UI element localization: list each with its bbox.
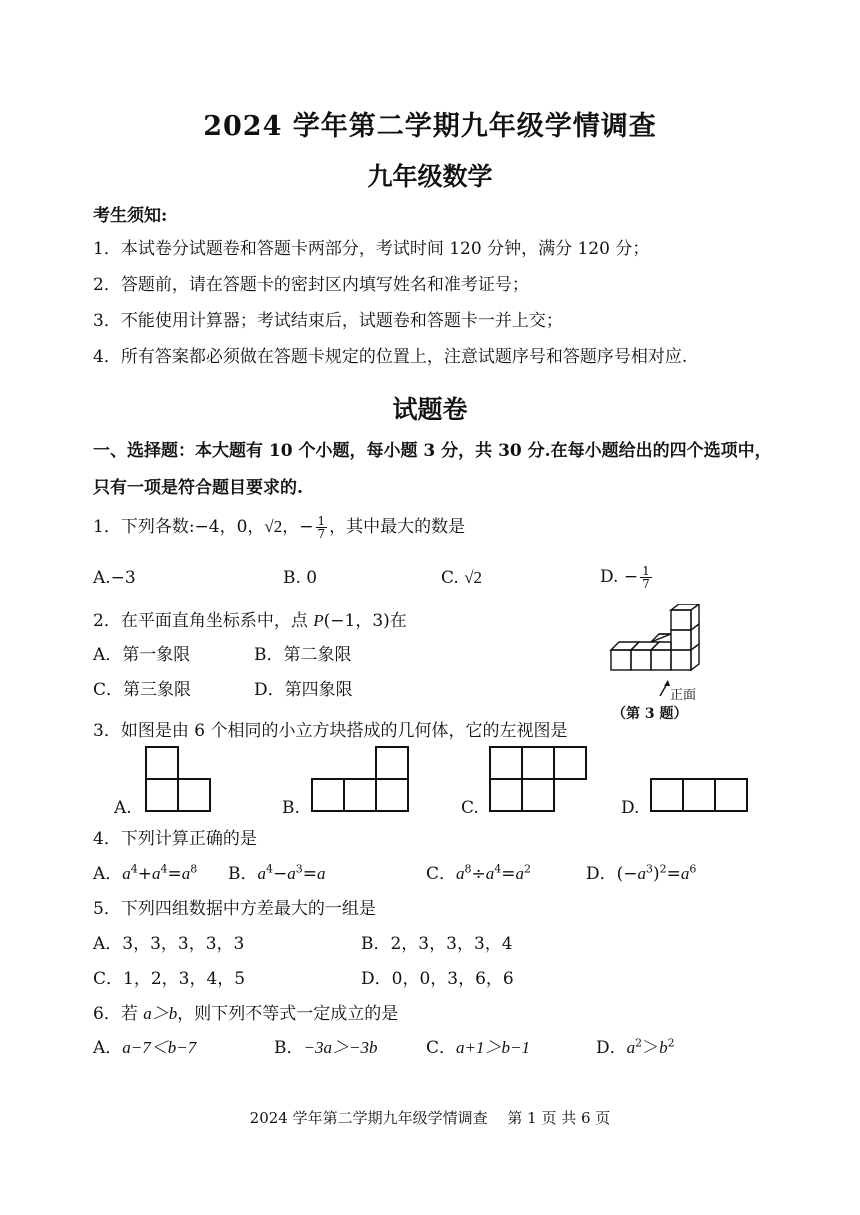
q1-option-c-label: C. xyxy=(441,568,459,588)
q2-option-d: D．第四象限 xyxy=(254,680,353,700)
q6-d-gt: ＞ xyxy=(642,1038,660,1058)
q1-option-d-den: 7 xyxy=(642,577,650,591)
q4-d-paren: ) xyxy=(653,864,660,884)
q1-frac-num: 1 xyxy=(317,514,326,528)
q4-b-label: B． xyxy=(228,864,258,884)
question-1-stem xyxy=(93,512,465,540)
q4-a-var3: a xyxy=(181,864,191,883)
notice-item-2: 2．答题前，请在答题卡的密封区内填写姓名和准考证号； xyxy=(93,275,529,295)
q4-b-eq: = xyxy=(302,864,317,884)
q1-option-d xyxy=(600,565,654,590)
q5-option-b: B．2，3，3，3，4 xyxy=(361,934,513,954)
q4-b-var1: a xyxy=(257,864,266,883)
page-footer: 2024 学年第二学期九年级学情调查 第 1 页 共 6 页 xyxy=(249,1109,611,1127)
notice-item-3: 3．不能使用计算器；考试结束后，试题卷和答题卡一并上交； xyxy=(93,311,563,331)
q2-option-c: C．第三象限 xyxy=(93,680,192,700)
exam-title: 2024 学年第二学期九年级学情调查 xyxy=(203,111,657,142)
q6-d-var-a: a xyxy=(626,1038,636,1057)
q4-option-d xyxy=(586,859,696,884)
q2-stem-post: (−1，3)在 xyxy=(323,611,407,631)
q3-option-d-shape xyxy=(650,778,748,812)
q6-a-label: A． xyxy=(93,1038,123,1058)
section-instruction-line-2: 只有一项是符合题目要求的. xyxy=(93,478,303,498)
q6-b-label: B． xyxy=(274,1038,304,1058)
q1-option-a: A.−3 xyxy=(93,568,136,588)
q6-d-var-b: b xyxy=(659,1038,668,1057)
q4-c-var3: a xyxy=(515,864,525,883)
q4-b-exp2: 3 xyxy=(295,862,303,876)
q4-c-op: ÷ xyxy=(471,864,486,884)
q1-option-d-fraction xyxy=(640,565,652,590)
q4-d-exp2: 2 xyxy=(659,862,667,876)
q4-a-eq: = xyxy=(167,864,182,884)
question-6-stem xyxy=(93,999,398,1024)
q3-option-b-shape xyxy=(311,746,409,812)
q1-sep: ，− xyxy=(282,517,314,537)
q6-option-c xyxy=(426,1033,530,1058)
q4-c-var1: a xyxy=(456,864,465,883)
subject-title: 九年级数学 xyxy=(367,162,493,191)
q4-option-a xyxy=(93,859,197,884)
q1-frac-den: 7 xyxy=(317,527,326,541)
q4-option-c xyxy=(426,859,531,884)
question-5-stem: 5．下列四组数据中方差最大的一组是 xyxy=(93,899,376,919)
q1-option-d-num: 1 xyxy=(642,564,650,578)
q4-b-var3: a xyxy=(317,864,326,883)
q4-b-exp1: 4 xyxy=(266,862,273,876)
q3-option-a-shape xyxy=(145,746,211,812)
q4-d-exp1: 3 xyxy=(646,862,654,876)
q5-option-a: A．3，3，3，3，3 xyxy=(93,934,245,954)
q4-d-eq: = xyxy=(666,864,681,884)
q4-option-b xyxy=(228,859,326,884)
q3-option-a-label: A. xyxy=(114,798,132,818)
q3-option-c-label: C. xyxy=(461,798,479,818)
q4-c-var2: a xyxy=(485,864,495,883)
q4-c-exp3: 2 xyxy=(524,862,532,876)
q6-stem-pre: 6．若 xyxy=(93,1004,144,1024)
q1-option-b: B. 0 xyxy=(283,568,318,588)
q1-option-c xyxy=(441,568,482,588)
q2-stem-pre: 2．在平面直角坐标系中，点 xyxy=(93,611,314,631)
q4-a-exp2: 4 xyxy=(160,862,168,876)
q2-option-b: B．第二象限 xyxy=(254,645,352,665)
q1-option-c-value: √2 xyxy=(464,568,483,587)
q1-option-d-label: D. − xyxy=(600,567,639,587)
section-instruction-line-1: 一、选择题：本大题有 10 个小题，每小题 3 分，共 30 分.在每小题给出的四个选项中， xyxy=(93,441,772,461)
notice-heading: 考生须知: xyxy=(93,206,168,226)
q4-b-op: − xyxy=(273,864,288,884)
q4-a-exp3: 8 xyxy=(190,862,198,876)
q5-option-c: C．1，2，3，4，5 xyxy=(93,969,246,989)
figure-3-caption: （第 3 题） xyxy=(612,706,688,722)
q6-d-exp-a: 2 xyxy=(635,1036,643,1050)
q6-option-a xyxy=(93,1033,196,1058)
q1-suffix: ，其中最大的数是 xyxy=(329,517,466,537)
question-4-stem: 4．下列计算正确的是 xyxy=(93,829,257,849)
q1-sqrt2: √2 xyxy=(264,517,283,536)
q3-option-b-label: B. xyxy=(282,798,300,818)
q6-condition: a＞b xyxy=(143,1004,178,1023)
notice-item-4: 4．所有答案都必须做在答题卡规定的位置上，注意试题序号和答题序号相对应. xyxy=(93,347,688,367)
q6-option-d xyxy=(596,1033,675,1058)
q4-b-var2: a xyxy=(287,864,296,883)
q4-c-eq: = xyxy=(501,864,516,884)
q4-a-var2: a xyxy=(152,864,161,883)
q1-prefix: 1．下列各数:−4，0， xyxy=(93,517,265,537)
q1-fraction xyxy=(316,515,328,540)
q4-d-var2: a xyxy=(680,864,690,883)
q4-d-var1: a xyxy=(637,864,647,883)
q6-stem-post: ，则下列不等式一定成立的是 xyxy=(177,1004,399,1024)
q2-point-p: P xyxy=(313,611,324,630)
q6-c-label: C． xyxy=(426,1038,457,1058)
q6-c-expr: a+1＞b−1 xyxy=(456,1038,530,1057)
q4-d-label: D．(− xyxy=(586,864,638,884)
q6-a-expr: a−7＜b−7 xyxy=(122,1038,197,1057)
notice-item-1: 1．本试卷分试题卷和答题卡两部分，考试时间 120 分钟，满分 120 分； xyxy=(93,239,650,259)
q4-a-exp1: 4 xyxy=(130,862,138,876)
question-2-stem xyxy=(93,606,407,631)
question-3-stem: 3．如图是由 6 个相同的小立方块搭成的几何体，它的左视图是 xyxy=(93,721,568,741)
q4-a-var1: a xyxy=(122,864,131,883)
q6-b-expr: −3a＞−3b xyxy=(303,1038,378,1057)
q5-option-d: D．0，0，3，6，6 xyxy=(361,969,514,989)
q4-a-op: + xyxy=(137,864,153,884)
figure-3-cubes xyxy=(605,604,715,704)
q6-d-label: D． xyxy=(596,1038,627,1058)
q2-option-a: A．第一象限 xyxy=(93,645,191,665)
q6-d-exp-b: 2 xyxy=(667,1036,675,1050)
q6-option-b xyxy=(274,1033,377,1058)
q4-c-exp2: 4 xyxy=(494,862,502,876)
q4-a-label: A． xyxy=(93,864,123,884)
paper-title: 试题卷 xyxy=(392,395,468,424)
q4-d-exp3: 6 xyxy=(689,862,697,876)
q4-c-exp1: 8 xyxy=(464,862,472,876)
q3-option-c-shape xyxy=(489,746,587,812)
q4-c-label: C． xyxy=(426,864,457,884)
figure-3-front-label: 正面 xyxy=(670,688,697,703)
q3-option-d-label: D. xyxy=(621,798,640,818)
